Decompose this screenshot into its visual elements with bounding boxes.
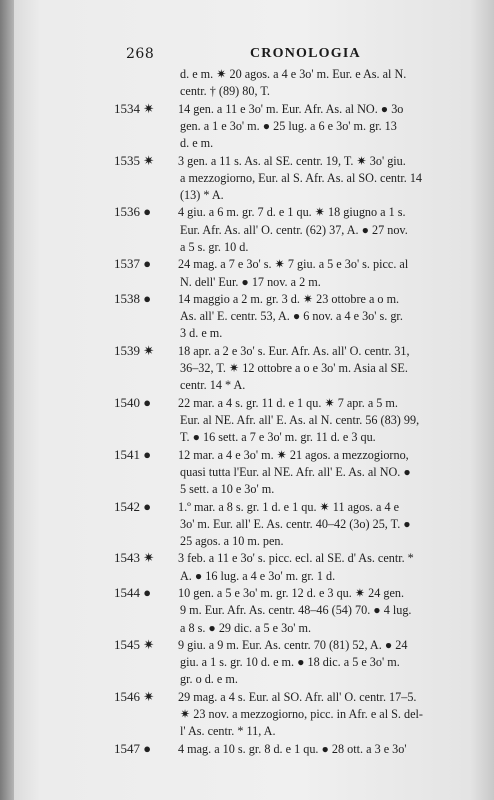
entry-line: a 8 s. ● 29 dic. a 5 e 3o' m. [180, 620, 312, 635]
entry-line: 24 mag. a 7 e 3o' s. ✷ 7 giu. a 5 e 3o' s. picc. al [178, 257, 409, 272]
entry-line: 25 agos. a 10 m. pen. [180, 534, 284, 549]
page-number: 268 [126, 46, 155, 62]
entry-line: 5 sett. a 10 e 3o' m. [180, 482, 275, 497]
entry-line: 3 feb. a 11 e 3o' s. picc. ecl. al SE. d' As. centr. * [178, 551, 414, 566]
entry-line: 29 mag. a 4 s. Eur. al SO. Afr. all' O. centr. 17–5. [178, 689, 417, 704]
entry-line: a 5 s. gr. 10 d. [180, 239, 249, 254]
entry-year: 1540 ● [114, 394, 152, 410]
entry-year: 1543 ✷ [114, 550, 155, 566]
entry-line: ✷ 23 nov. a mezzogiorno, picc. in Afr. e al S. del- [180, 707, 423, 722]
entry-line: 14 gen. a 11 e 3o' m. Eur. Afr. As. al NO. ● 3o [178, 101, 404, 116]
entry-line: Eur. al NE. Afr. all' E. As. al N. centr. 56 (83) 99, [180, 412, 420, 427]
entry-line: 9 giu. a 9 m. Eur. As. centr. 70 (81) 52, A. ● 24 [178, 637, 408, 652]
entry-year: 1534 ✷ [114, 100, 155, 116]
entry-line: gen. a 1 e 3o' m. ● 25 lug. a 6 e 3o' m. gr. 13 [180, 118, 397, 133]
entry-year: 1539 ✷ [114, 342, 155, 358]
entry-line: 36–32, T. ✷ 12 ottobre a o e 3o' m. Asia al SE. [180, 361, 408, 376]
entry-line: Eur. Afr. As. all' O. centr. (62) 37, A. ● 27 nov. [180, 222, 408, 237]
entry-line: giu. a 1 s. gr. 10 d. e m. ● 18 dic. a 5 e 3o' m. [180, 655, 400, 670]
entry-year: 1544 ● [114, 585, 152, 600]
entry-line: 14 maggio a 2 m. gr. 3 d. ✷ 23 ottobre a o m. [178, 291, 400, 306]
entry-line: As. all' E. centr. 53, A. ● 6 nov. a 4 e 3o' s. gr. [180, 309, 403, 324]
entry-line: (13) * A. [180, 188, 224, 203]
entry-year: 1537 ● [114, 256, 152, 272]
entry-line: centr. † (89) 80, T. [180, 84, 270, 99]
entry-year: 1541 ● [114, 446, 152, 462]
running-title: CRONOLOGIA [250, 46, 361, 61]
entry-line: gr. o d. e m. [180, 672, 238, 687]
entry-line: centr. 14 * A. [180, 378, 246, 393]
entry-line: 3o' m. Eur. all' E. As. centr. 40–42 (3o) 25, T. ● [180, 516, 411, 531]
entry-year: 1536 ● [114, 204, 152, 220]
entry-line: N. dell' Eur. ● 17 nov. a 2 m. [180, 274, 321, 289]
entry-line: l' As. centr. * 11, A. [180, 724, 276, 739]
entry-year: 1542 ● [114, 498, 152, 514]
entry-line: quasi tutta l'Eur. al NE. Afr. all' E. As. al NO. ● [180, 464, 411, 479]
page-header [118, 44, 456, 66]
entry-line: 4 mag. a 10 s. gr. 8 d. e 1 qu. ● 28 ott. a 3 e 3o' [178, 741, 407, 756]
entry-line: 3 gen. a 11 s. As. al SE. centr. 19, T. ✷ 3o' giu. [178, 153, 406, 168]
entry-line: 3 d. e m. [180, 326, 223, 341]
page-gutter-shadow [0, 0, 14, 800]
entry-line: a mezzogiorno, Eur. al S. Afr. As. al SO. centr. 14 [180, 170, 423, 185]
entry-line: 4 giu. a 6 m. gr. 7 d. e 1 qu. ✷ 18 giugno a 1 s. [178, 205, 406, 220]
entry-line: 1.º mar. a 8 s. gr. 1 d. e 1 qu. ✷ 11 agos. a 4 e [178, 499, 400, 514]
entry-line: A. ● 16 lug. a 4 e 3o' m. gr. 1 d. [180, 568, 336, 583]
entry-year: 1538 ● [114, 290, 152, 306]
entry-year: 1545 ✷ [114, 636, 155, 652]
entry-line: 10 gen. a 5 e 3o' m. gr. 12 d. e 3 qu. ✷ 24 gen. [178, 586, 404, 600]
entry-year: 1546 ✷ [114, 688, 155, 704]
entry-line: 9 m. Eur. Afr. As. centr. 48–46 (54) 70. ● 4 lug. [180, 603, 412, 618]
entry-line: d. e m. ✷ 20 agos. a 4 e 3o' m. Eur. e As. al N. [180, 67, 407, 81]
entry-line: 18 apr. a 2 e 3o' s. Eur. Afr. As. all' O. centr. 31, [178, 343, 410, 358]
entry-line: d. e m. [180, 136, 214, 151]
entry-line: 22 mar. a 4 s. gr. 11 d. e 1 qu. ✷ 7 apr. a 5 m. [178, 395, 398, 410]
entry-year: 1535 ✷ [114, 152, 155, 168]
entry-line: 12 mar. a 4 e 3o' m. ✷ 21 agos. a mezzogiorno, [178, 447, 409, 462]
entry-line: T. ● 16 sett. a 7 e 3o' m. gr. 11 d. e 3 qu. [180, 430, 376, 445]
entry-year: 1547 ● [114, 740, 152, 756]
